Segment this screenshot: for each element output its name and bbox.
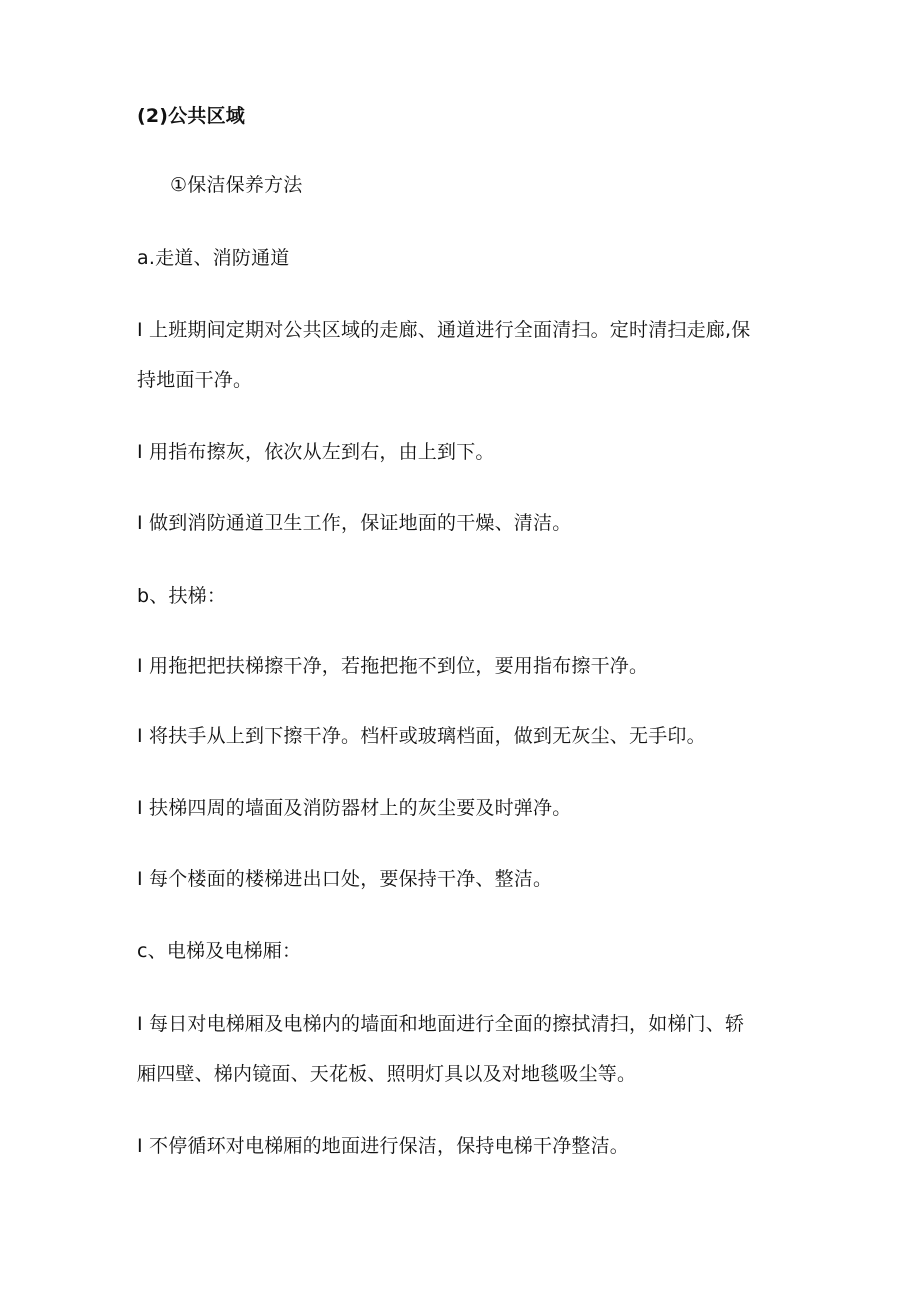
list-item-text: 不停循环对电梯厢的地面进行保洁，保持电梯干净整洁。 (149, 1135, 630, 1157)
bullet-mark: I (137, 512, 143, 534)
list-item-text: 上班期间定期对公共区域的走廊、通道进行全面清扫。定时清扫走廊,保 (149, 319, 751, 341)
group-title-escalator: b、扶梯： (137, 585, 227, 607)
list-item-text: 每个楼面的楼梯进出口处，要保持干净、整洁。 (149, 868, 553, 890)
group-title-corridors: a.走道、消防通道 (137, 247, 290, 269)
bullet-mark: I (137, 1013, 143, 1035)
sub-heading: ①保洁保养方法 (170, 174, 303, 196)
list-item-text: 将扶手从上到下擦干净。档杆或玻璃档面，做到无灰尘、无手印。 (149, 725, 706, 747)
list-item (137, 511, 571, 535)
bullet-mark: I (137, 441, 143, 463)
list-item-continuation: 持地面干净。 (137, 369, 253, 391)
list-item-text: 做到消防通道卫生工作，保证地面的干燥、清洁。 (149, 512, 572, 534)
bullet-mark: I (137, 655, 143, 677)
group-title-elevator: c、电梯及电梯厢： (137, 940, 302, 962)
list-item (137, 440, 495, 464)
bullet-mark: I (137, 868, 143, 890)
list-item-text: 每日对电梯厢及电梯内的墙面和地面进行全面的擦拭清扫，如梯门、轿 (149, 1013, 745, 1035)
bullet-mark: I (137, 797, 143, 819)
list-item (137, 1012, 744, 1036)
section-heading: (2)公共区域 (137, 105, 245, 127)
bullet-mark: I (137, 1135, 143, 1157)
list-item (137, 724, 706, 748)
list-item-text: 扶梯四周的墙面及消防器材上的灰尘要及时弹净。 (149, 797, 572, 819)
bullet-mark: I (137, 725, 143, 747)
list-item-continuation: 厢四壁、梯内镜面、天花板、照明灯具以及对地毯吸尘等。 (137, 1063, 637, 1085)
list-item (137, 867, 552, 891)
list-item-text: 用指布擦灰，依次从左到右，由上到下。 (149, 441, 495, 463)
list-item-text: 用拖把把扶梯擦干净，若拖把拖不到位，要用指布擦干净。 (149, 655, 649, 677)
list-item (137, 654, 648, 678)
list-item (137, 1134, 629, 1158)
list-item (137, 796, 571, 820)
list-item (137, 318, 750, 342)
bullet-mark: I (137, 319, 143, 341)
